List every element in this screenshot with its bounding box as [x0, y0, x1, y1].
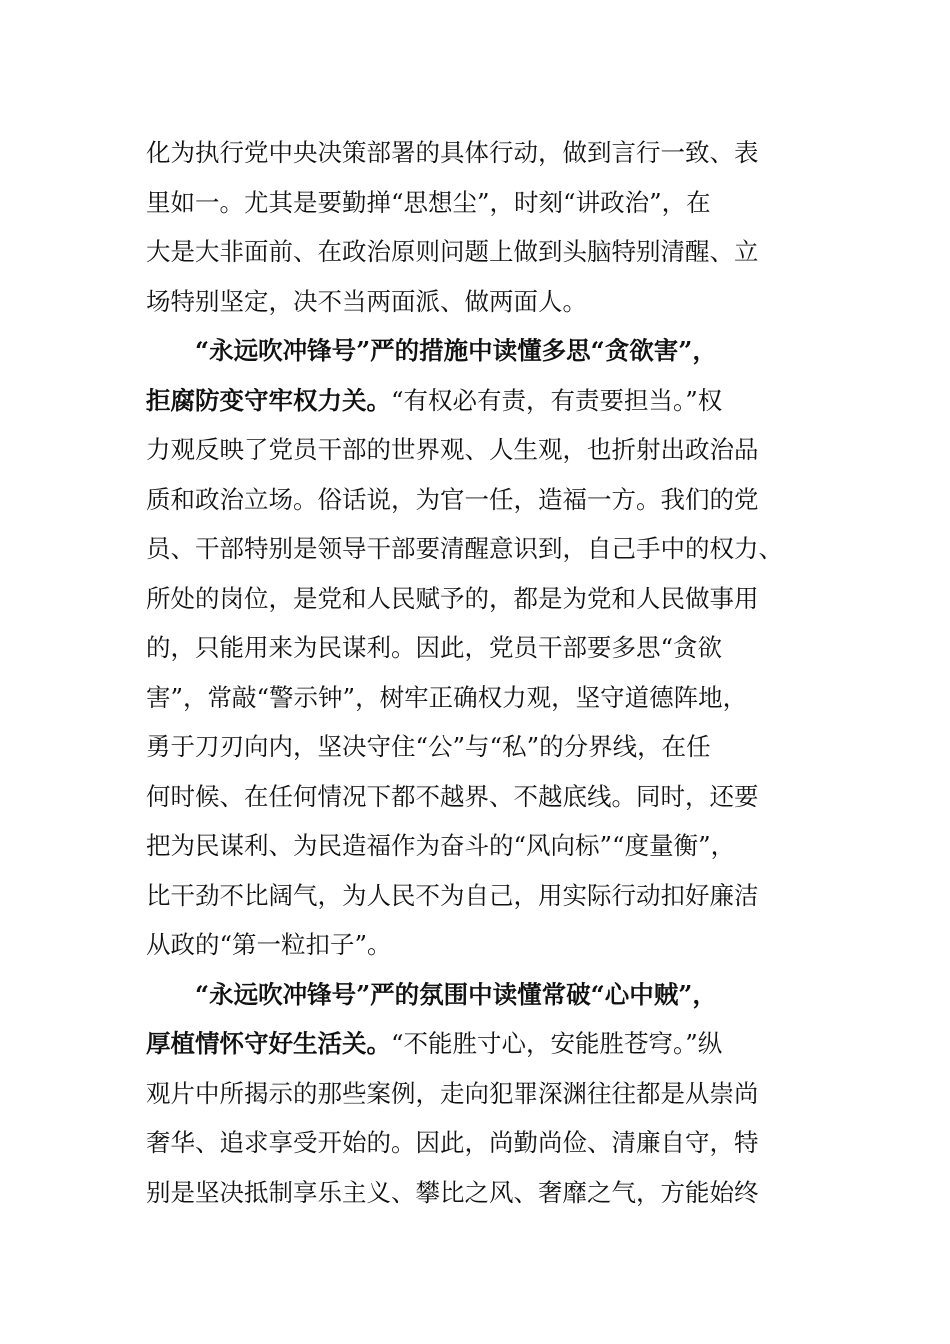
body-text: 大是大非面前、在政治原则问题上做到头脑特别清醒、立	[146, 237, 759, 266]
body-text: “有权必有责，有责要担当。”权	[391, 385, 723, 415]
body-text: 化为执行党中央决策部署的具体行动，做到言行一致、表	[146, 138, 759, 167]
body-text: 害”，常敲“警示钟”，树牢正确权力观，坚守道德阵地，	[146, 682, 748, 712]
paragraph-line	[146, 524, 806, 574]
section-heading-text: “永远吹冲锋号”严的氛围中读懂常破“心中贼”，	[195, 979, 717, 1009]
paragraph-line	[146, 821, 806, 871]
section-heading-line	[146, 970, 806, 1020]
paragraph-line	[146, 1069, 806, 1119]
paragraph-line	[146, 475, 806, 525]
body-text: 员、干部特别是领导干部要清醒意识到，自己手中的权力、	[146, 534, 783, 563]
body-text: 质和政治立场。俗话说，为官一任，造福一方。我们的党	[146, 484, 759, 514]
section-heading-text: 厚植情怀守好生活关。	[146, 1029, 391, 1058]
section-heading-text: “永远吹冲锋号”严的措施中读懂多思“贪欲害”，	[195, 336, 717, 365]
paragraph-line	[146, 772, 806, 822]
paragraph-line	[146, 128, 806, 178]
body-text: 何时候、在任何情况下都不越界、不越底线。同时，还要	[146, 781, 759, 811]
body-text: 从政的“第一粒扣子”。	[146, 930, 392, 959]
paragraph-line	[146, 920, 806, 970]
paragraph-line	[146, 871, 806, 921]
paragraph-line	[146, 376, 806, 426]
body-text: 观片中所揭示的那些案例，走向犯罪深渊往往都是从崇尚	[146, 1078, 759, 1108]
body-text: 场特别坚定，决不当两面派、做两面人。	[146, 286, 587, 316]
paragraph-line	[146, 574, 806, 624]
document-body	[146, 128, 806, 1217]
section-heading-text: 拒腐防变守牢权力关。	[146, 385, 391, 415]
paragraph-line	[146, 1118, 806, 1168]
paragraph-line	[146, 227, 806, 277]
body-text: 比干劲不比阔气，为人民不为自己，用实际行动扣好廉洁	[146, 880, 759, 910]
body-text: 勇于刀刃向内，坚决守住“公”与“私”的分界线，在任	[146, 732, 711, 761]
paragraph-line	[146, 673, 806, 723]
body-text: 的，只能用来为民谋利。因此，党员干部要多思“贪欲	[146, 633, 723, 662]
body-text: 奢华、追求享受开始的。因此，尚勤尚俭、清廉自守，特	[146, 1128, 759, 1157]
body-text: 所处的岗位，是党和人民赋予的，都是为党和人民做事用	[146, 583, 759, 613]
section-heading-line	[146, 326, 806, 376]
paragraph-line	[146, 623, 806, 673]
paragraph-line	[146, 277, 806, 327]
body-text: 别是坚决抵制享乐主义、攀比之风、奢靡之气，方能始终	[146, 1177, 759, 1207]
paragraph-line	[146, 1168, 806, 1218]
paragraph-line	[146, 425, 806, 475]
paragraph-line	[146, 178, 806, 228]
paragraph-line	[146, 1019, 806, 1069]
body-text: 力观反映了党员干部的世界观、人生观，也折射出政治品	[146, 435, 759, 464]
body-text: “不能胜寸心，安能胜苍穹。”纵	[391, 1029, 723, 1058]
paragraph-line	[146, 722, 806, 772]
body-text: 把为民谋利、为民造福作为奋斗的“风向标”“度量衡”，	[146, 831, 736, 860]
body-text: 里如一。尤其是要勤掸“思想尘”，时刻“讲政治”，在	[146, 187, 711, 217]
